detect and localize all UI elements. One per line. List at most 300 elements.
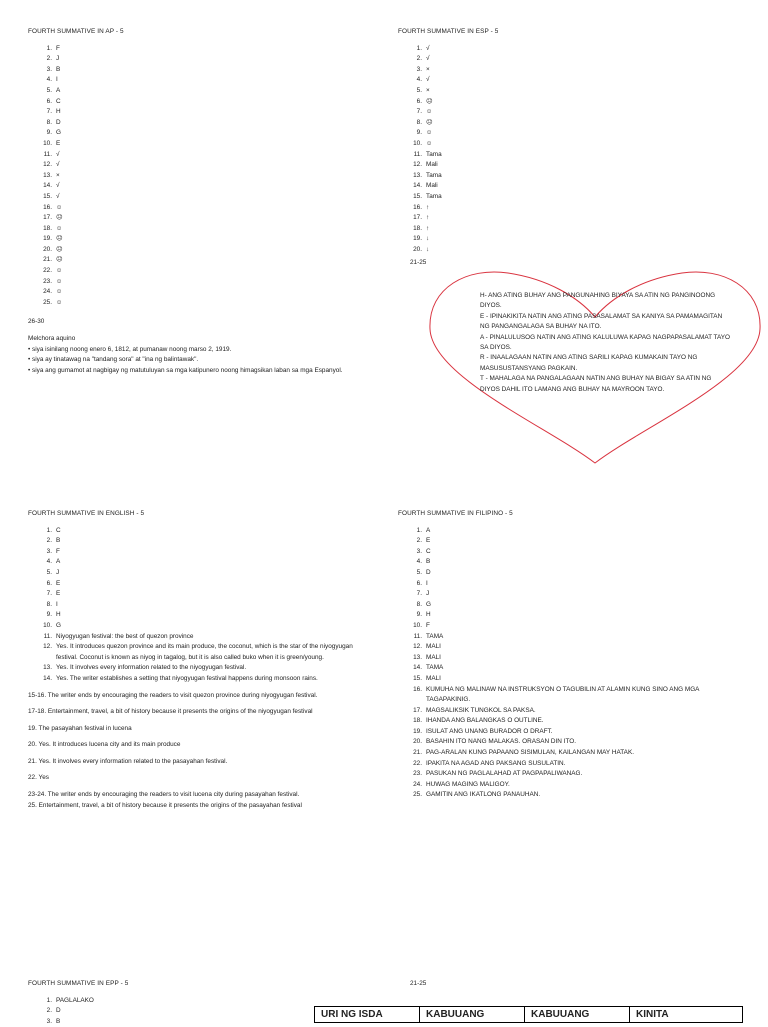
bio-line: • siya ang gumamot at nagbigay ng matutuluyan sa mga katipunero noong himagsikan laban sa mga Espanyol.	[28, 366, 343, 374]
list-item	[398, 245, 738, 256]
item-text: Tama	[426, 171, 442, 179]
list-item	[398, 181, 738, 192]
item-number: 15.	[413, 674, 422, 682]
item-text: ☺	[56, 203, 63, 211]
item-number: 4.	[416, 76, 422, 84]
item-text: ☺	[426, 108, 433, 116]
item-text: ☺	[56, 277, 63, 285]
item-text: √	[426, 76, 430, 84]
item-number: 20.	[43, 245, 52, 253]
item-number: 18.	[43, 224, 52, 232]
list-item	[398, 780, 743, 791]
item-text: MALI	[426, 643, 441, 651]
list-item	[28, 632, 363, 643]
item-text: ☺	[426, 129, 433, 137]
item-text: G	[56, 129, 61, 137]
item-number: 5.	[46, 86, 52, 94]
english-answer-list	[28, 526, 363, 685]
list-item	[398, 54, 738, 65]
item-text: D	[56, 118, 61, 126]
ap-section	[28, 27, 368, 376]
item-number: 17.	[413, 706, 422, 714]
item-number: 22.	[43, 267, 52, 275]
item-text: Tama	[426, 150, 442, 158]
list-item	[398, 171, 738, 182]
item-text: I	[56, 600, 58, 608]
item-text: ×	[56, 171, 60, 179]
item-number: 18.	[413, 224, 422, 232]
ap-bio-name: Melchora aquino	[28, 335, 76, 343]
item-number: 4.	[416, 558, 422, 566]
list-item	[398, 139, 738, 150]
fish-col-kabuuang-1: KABUUANG	[420, 1007, 525, 1023]
list-item	[28, 213, 368, 224]
item-number: 12.	[43, 161, 52, 169]
item-number: 6.	[46, 97, 52, 105]
list-item	[398, 737, 743, 748]
item-text: G	[56, 621, 61, 629]
item-text: Niyogyugan festival: the best of quezon province	[56, 632, 194, 640]
item-number: 3.	[46, 547, 52, 555]
list-item	[398, 107, 738, 118]
list-item	[28, 663, 363, 674]
item-number: 16.	[43, 203, 52, 211]
item-text: IPAKITA NA AGAD ANG PAKSANG SUSULATIN.	[426, 759, 566, 767]
list-item	[28, 171, 368, 182]
item-number: 10.	[413, 139, 422, 147]
filipino-answer-list	[398, 526, 743, 801]
list-item	[398, 727, 743, 738]
item-number: 8.	[46, 600, 52, 608]
list-item	[398, 600, 743, 611]
item-text: ↓	[426, 245, 430, 253]
item-text: ↓	[426, 235, 430, 243]
item-text: J	[56, 568, 60, 576]
bio-line: • siya ay tinatawag na "tandang sora" at "ina ng balintawak".	[28, 356, 199, 364]
list-item	[28, 181, 368, 192]
list-item	[28, 589, 363, 600]
item-number: 9.	[416, 129, 422, 137]
list-item	[398, 224, 738, 235]
item-number: 8.	[416, 600, 422, 608]
item-text: ↑	[426, 224, 430, 232]
list-item	[398, 160, 738, 171]
item-number: 2.	[416, 537, 422, 545]
item-text: Mali	[426, 161, 438, 169]
item-text: TAMA	[426, 664, 444, 672]
list-item	[28, 1006, 328, 1017]
item-number: 5.	[46, 568, 52, 576]
list-item	[398, 75, 738, 86]
list-item	[398, 203, 738, 214]
item-text: ☹	[426, 97, 433, 105]
item-number: 20.	[413, 245, 422, 253]
item-number: 20.	[413, 738, 422, 746]
item-number: 2.	[416, 55, 422, 63]
fish-col-kabuuang-2: KABUUANG	[525, 1007, 630, 1023]
item-text: F	[56, 547, 60, 555]
item-number: 12.	[413, 643, 422, 651]
heart-line: A - PINALULUSOG NATIN ANG ATING KALULUWA KAPAG NAGPAPASALAMAT TAYO SA DIYOS.	[480, 333, 731, 352]
item-number: 22.	[413, 759, 422, 767]
list-item	[28, 192, 368, 203]
list-item	[28, 1017, 328, 1027]
list-item	[28, 536, 363, 547]
list-item	[398, 759, 743, 770]
fish-col-uri: URI NG ISDA	[315, 1007, 420, 1023]
item-number: 10.	[43, 139, 52, 147]
list-item	[28, 224, 368, 235]
list-item	[28, 107, 368, 118]
list-item	[398, 653, 743, 664]
item-number: 13.	[413, 171, 422, 179]
item-text: ↑	[426, 203, 430, 211]
list-item	[28, 128, 368, 139]
item-number: 5.	[416, 86, 422, 94]
item-number: 5.	[416, 568, 422, 576]
list-item	[28, 75, 368, 86]
item-text: ☺	[56, 224, 63, 232]
filipino-section	[398, 509, 743, 801]
item-text: Yes. It involves every information related to the niyogyugan festival.	[56, 664, 247, 672]
item-text: E	[426, 537, 431, 545]
item-number: 14.	[43, 182, 52, 190]
list-item	[28, 139, 368, 150]
item-text: B	[56, 1017, 61, 1025]
list-item	[398, 86, 738, 97]
extra-answer: 19. The pasayahan festival in lucena	[28, 724, 132, 732]
bio-line: • siya isinilang noong enero 6, 1812, at pumanaw noong marso 2, 1919.	[28, 345, 232, 353]
list-item	[28, 557, 363, 568]
item-number: 23.	[43, 277, 52, 285]
english-extra-answers	[28, 691, 363, 812]
list-item	[398, 706, 743, 717]
list-item	[28, 277, 368, 288]
item-text: G	[426, 600, 431, 608]
list-item	[398, 568, 743, 579]
item-text: Yes. The writer establishes a setting that niyogyugan festival happens during monsoon rains.	[56, 674, 318, 682]
list-item	[28, 600, 363, 611]
esp-title: FOURTH SUMMATIVE IN ESP - 5	[398, 28, 499, 35]
item-text: B	[426, 558, 431, 566]
list-item	[398, 526, 743, 537]
list-item	[398, 44, 738, 55]
item-number: 1.	[46, 996, 52, 1004]
esp-range-label: 21-25	[410, 259, 427, 267]
item-text: ☺	[56, 267, 63, 275]
ap-range-label: 26-30	[28, 318, 45, 326]
item-text: I	[426, 579, 428, 587]
list-item	[28, 568, 363, 579]
item-number: 3.	[46, 65, 52, 73]
item-number: 4.	[46, 76, 52, 84]
item-text: ☺	[426, 139, 433, 147]
english-section	[28, 509, 363, 817]
epp-section	[28, 979, 328, 1027]
list-item	[398, 234, 738, 245]
item-text: F	[56, 44, 60, 52]
item-text: D	[426, 568, 431, 576]
list-item	[398, 790, 743, 801]
item-text: I	[56, 76, 58, 84]
extra-answer: 15-16. The writer ends by encouraging the readers to visit quezon province during niyogyugan festival.	[28, 691, 318, 699]
list-item	[28, 65, 368, 76]
item-number: 21.	[413, 749, 422, 757]
item-text: Yes. It introduces quezon province and its main produce, the coconut, which is the star of the niyogyugan festival. Coconut is known as niyog in tagalog, but it is also called buko when it is green/young.	[56, 643, 353, 661]
ap-answer-list	[28, 44, 368, 309]
item-text: E	[56, 590, 61, 598]
extra-answer: 17-18. Entertainment, travel, a bit of history because it presents the origins of the niyogyugan festival	[28, 708, 313, 716]
list-item	[28, 245, 368, 256]
list-item	[398, 621, 743, 632]
list-item	[28, 287, 368, 298]
item-number: 7.	[46, 108, 52, 116]
item-text: Mali	[426, 182, 438, 190]
item-number: 24.	[413, 780, 422, 788]
extra-answer: 23-24. The writer ends by encouraging the readers to visit lucena city during pasayahan festival. 25. Entertainment, travel, a bit of history because it presents the origins of the pasayahan festival	[28, 791, 302, 809]
extra-answer: 21. Yes. It involves every information related to the pasayahan festival.	[28, 757, 228, 765]
ap-title: FOURTH SUMMATIVE IN AP - 5	[28, 28, 124, 35]
item-text: ☺	[56, 298, 63, 306]
item-number: 9.	[46, 611, 52, 619]
list-item	[398, 536, 743, 547]
english-title: FOURTH SUMMATIVE IN ENGLISH - 5	[28, 510, 145, 517]
extra-answer: 20. Yes. It introduces lucena city and its main produce	[28, 741, 181, 749]
list-item	[28, 621, 363, 632]
item-number: 3.	[416, 65, 422, 73]
list-item	[28, 54, 368, 65]
list-item	[398, 192, 738, 203]
list-item	[398, 610, 743, 621]
item-number: 23.	[413, 770, 422, 778]
list-item	[28, 266, 368, 277]
list-item	[28, 234, 368, 245]
item-number: 9.	[46, 129, 52, 137]
list-item	[28, 160, 368, 171]
item-text: A	[56, 86, 61, 94]
epp-answer-list	[28, 996, 328, 1027]
item-number: 11.	[43, 150, 52, 158]
list-item	[28, 674, 363, 685]
item-text: PASUKAN NG PAGLALAHAD AT PAGPAPALIWANAG.	[426, 770, 583, 778]
item-text: ☹	[426, 118, 433, 126]
list-item	[398, 97, 738, 108]
item-number: 18.	[413, 717, 422, 725]
fish-table-header-row	[315, 1007, 743, 1023]
item-text: J	[56, 55, 60, 63]
list-item	[28, 547, 363, 558]
list-item	[398, 716, 743, 727]
item-number: 19.	[413, 727, 422, 735]
fish-col-kinita: KINITA	[630, 1007, 743, 1023]
list-item	[398, 769, 743, 780]
esp-answer-list	[398, 44, 738, 256]
item-number: 3.	[46, 1017, 52, 1025]
list-item	[28, 642, 363, 663]
item-text: Tama	[426, 192, 442, 200]
item-number: 4.	[46, 558, 52, 566]
item-number: 2.	[46, 537, 52, 545]
heart-text	[480, 291, 730, 395]
item-text: F	[426, 621, 430, 629]
item-number: 16.	[413, 685, 422, 693]
item-number: 11.	[43, 632, 52, 640]
item-number: 12.	[43, 643, 52, 651]
heart-line: E - IPINAKIKITA NATIN ANG ATING PASASALAMAT SA KANIYA SA PAMAMAGITAN NG PANGANGALAGA SA BUHAY NA ITO.	[480, 312, 723, 331]
list-item	[398, 65, 738, 76]
item-text: B	[56, 537, 61, 545]
item-text: A	[426, 526, 431, 534]
item-text: MAGSALIKSIK TUNGKOL SA PAKSA.	[426, 706, 536, 714]
item-number: 9.	[416, 611, 422, 619]
list-item	[398, 685, 743, 706]
item-text: PAG-ARALAN KUNG PAPAANO SISIMULAN, KAILANGAN MAY HATAK.	[426, 749, 634, 757]
heart-line: R - INAALAGAAN NATIN ANG ATING SARILI KAPAG KUMAKAIN TAYO NG MASUSUSTANSYANG PAGKAIN.	[480, 354, 698, 372]
list-item	[398, 632, 743, 643]
list-item	[398, 663, 743, 674]
item-text: √	[56, 182, 60, 190]
list-item	[398, 213, 738, 224]
item-number: 7.	[46, 590, 52, 598]
epp-range-label: 21-25	[410, 980, 427, 987]
item-number: 13.	[43, 171, 52, 179]
list-item	[28, 526, 363, 537]
item-number: 6.	[416, 97, 422, 105]
item-text: E	[56, 139, 61, 147]
item-number: 13.	[43, 664, 52, 672]
item-text: A	[56, 558, 61, 566]
item-number: 14.	[413, 182, 422, 190]
list-item	[398, 748, 743, 759]
item-text: √	[426, 55, 430, 63]
list-item	[28, 118, 368, 129]
item-text: GAMITIN ANG IKATLONG PANAUHAN.	[426, 791, 541, 799]
item-number: 6.	[416, 579, 422, 587]
heart-line: T - MAHALAGA NA PANGALAGAAN NATIN ANG BUHAY NA BIGAY SA ATIN NG DIYOS DAHIL ITO LAMANG ANG BUHAY NA MAYROON TAYO.	[480, 375, 712, 393]
item-number: 21.	[43, 256, 52, 264]
extra-answer: 22. Yes	[28, 774, 49, 782]
item-number: 17.	[413, 214, 422, 222]
list-item	[28, 996, 328, 1007]
item-text: PAGLALAKO	[56, 996, 94, 1004]
list-item	[398, 118, 738, 129]
item-number: 8.	[46, 118, 52, 126]
item-text: ☺	[56, 288, 63, 296]
list-item	[28, 203, 368, 214]
item-number: 10.	[43, 621, 52, 629]
item-number: 7.	[416, 590, 422, 598]
item-number: 7.	[416, 108, 422, 116]
list-item	[398, 579, 743, 590]
item-text: KUMUHA NG MALINAW NA INSTRUKSYON O TAGUBILIN AT ALAMIN KUNG SINO ANG MGA TAGAPAKINIG.	[426, 685, 700, 704]
item-number: 2.	[46, 55, 52, 63]
item-number: 12.	[413, 161, 422, 169]
list-item	[28, 97, 368, 108]
item-number: 1.	[46, 44, 52, 52]
list-item	[398, 642, 743, 653]
item-text: MALI	[426, 674, 441, 682]
item-number: 16.	[413, 203, 422, 211]
item-number: 1.	[416, 44, 422, 52]
item-number: 13.	[413, 653, 422, 661]
item-text: ☹	[56, 256, 63, 264]
item-number: 1.	[416, 526, 422, 534]
list-item	[398, 589, 743, 600]
item-text: C	[426, 547, 431, 555]
epp-title: FOURTH SUMMATIVE IN EPP - 5	[28, 980, 129, 987]
item-number: 15.	[43, 192, 52, 200]
list-item	[28, 298, 368, 309]
item-number: 15.	[413, 192, 422, 200]
list-item	[398, 128, 738, 139]
item-text: E	[56, 579, 61, 587]
item-number: 19.	[43, 235, 52, 243]
item-text: √	[56, 161, 60, 169]
item-text: √	[426, 44, 430, 52]
item-text: ×	[426, 86, 430, 94]
item-number: 14.	[43, 674, 52, 682]
list-item	[398, 547, 743, 558]
item-text: ☹	[56, 235, 63, 243]
item-number: 10.	[413, 621, 422, 629]
list-item	[28, 610, 363, 621]
item-text: BASAHIN ITO NANG MALAKAS. ORASAN DIN ITO.	[426, 738, 576, 746]
item-text: ↑	[426, 214, 430, 222]
item-number: 3.	[416, 547, 422, 555]
item-number: 17.	[43, 214, 52, 222]
item-text: J	[426, 590, 430, 598]
item-number: 2.	[46, 1007, 52, 1015]
item-text: C	[56, 97, 61, 105]
item-text: ISULAT ANG UNANG BURADOR O DRAFT.	[426, 727, 553, 735]
list-item	[28, 579, 363, 590]
item-number: 25.	[413, 791, 422, 799]
list-item	[28, 44, 368, 55]
item-number: 11.	[413, 632, 422, 640]
item-text: H	[56, 108, 61, 116]
item-number: 14.	[413, 664, 422, 672]
item-text: TAMA	[426, 632, 444, 640]
item-number: 25.	[43, 298, 52, 306]
item-text: D	[56, 1007, 61, 1015]
item-text: H	[426, 611, 431, 619]
list-item	[398, 674, 743, 685]
list-item	[28, 150, 368, 161]
list-item	[398, 150, 738, 161]
item-text: HUWAG MAGING MALIGOY.	[426, 780, 510, 788]
list-item	[28, 255, 368, 266]
item-number: 24.	[43, 288, 52, 296]
item-text: ☹	[56, 214, 63, 222]
fish-table	[314, 1006, 743, 1023]
item-number: 6.	[46, 579, 52, 587]
item-text: MALI	[426, 653, 441, 661]
list-item	[28, 86, 368, 97]
item-text: IHANDA ANG BALANGKAS O OUTLINE.	[426, 717, 544, 725]
item-number: 19.	[413, 235, 422, 243]
item-text: ×	[426, 65, 430, 73]
filipino-title: FOURTH SUMMATIVE IN FILIPINO - 5	[398, 510, 513, 517]
item-text: √	[56, 150, 60, 158]
heart-line: H- ANG ATING BUHAY ANG PANGUNAHING BIYAYA SA ATIN NG PANGINOONG DIYOS.	[480, 292, 716, 310]
item-number: 11.	[413, 150, 422, 158]
ap-bio	[28, 345, 368, 377]
list-item	[398, 557, 743, 568]
item-text: H	[56, 611, 61, 619]
item-text: B	[56, 65, 61, 73]
item-number: 1.	[46, 526, 52, 534]
esp-section	[398, 27, 738, 269]
